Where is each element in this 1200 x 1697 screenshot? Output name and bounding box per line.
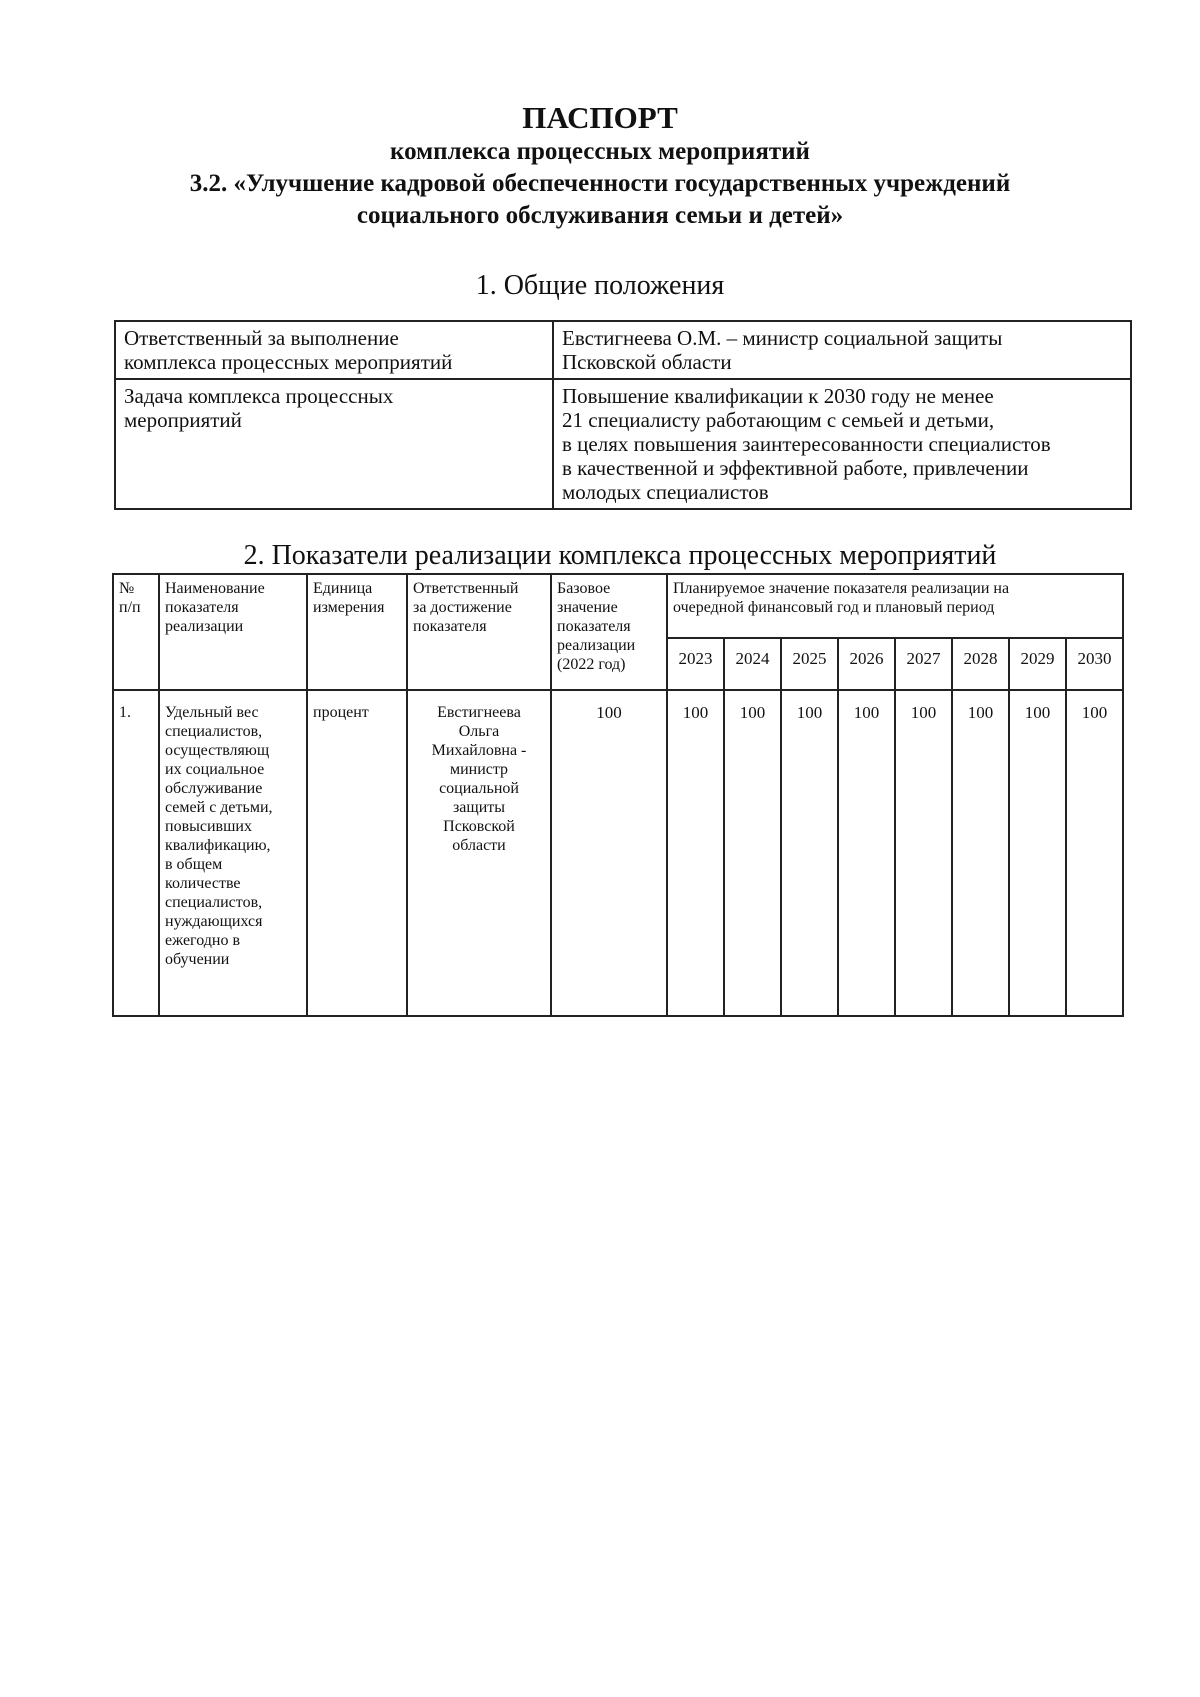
name-line: специалистов, bbox=[165, 894, 263, 911]
general-label-cell bbox=[115, 379, 553, 509]
header-line: Планируемое значение показателя реализации на bbox=[673, 580, 1010, 597]
year-cell: 2030 bbox=[1066, 638, 1123, 690]
name-line: семей с детьми, bbox=[165, 799, 273, 816]
header-line: измерения bbox=[313, 599, 385, 616]
name-line: повысивших bbox=[165, 818, 252, 835]
indicator-responsible bbox=[407, 690, 551, 1016]
value-line: 21 специалисту работающим с семьей и детьми, bbox=[562, 408, 995, 432]
value-line: в качественной и эффективной работе, привлечении bbox=[562, 456, 1029, 480]
name-line: нуждающихся bbox=[165, 913, 263, 930]
year-cell: 2028 bbox=[952, 638, 1009, 690]
document-title: ПАСПОРТ bbox=[522, 100, 678, 135]
col-header-num bbox=[113, 574, 159, 690]
planned-value: 100 bbox=[724, 690, 781, 1016]
document-subtitle: комплекса процессных мероприятий bbox=[390, 138, 810, 165]
col-header-name bbox=[159, 574, 307, 690]
year-cell: 2023 bbox=[667, 638, 724, 690]
general-label-cell bbox=[115, 321, 553, 379]
header-line: реализации bbox=[165, 618, 244, 635]
row-number: 1. bbox=[113, 690, 159, 1016]
label-line: комплекса процессных мероприятий bbox=[124, 350, 453, 374]
label-line: Ответственный за выполнение bbox=[124, 326, 399, 350]
year-cell: 2026 bbox=[838, 638, 895, 690]
header-line: показателя bbox=[413, 618, 487, 635]
indicator-unit: процент bbox=[307, 690, 407, 1016]
header-line: показателя bbox=[557, 618, 631, 635]
section-2-heading: 2. Показатели реализации комплекса процессных мероприятий bbox=[243, 540, 997, 571]
name-line: обслуживание bbox=[165, 780, 263, 797]
section-1-heading: 1. Общие положения bbox=[475, 270, 725, 301]
responsible-line: защиты bbox=[452, 799, 506, 816]
planned-value: 100 bbox=[781, 690, 838, 1016]
name-line: в общем bbox=[165, 856, 223, 873]
name-line: обучении bbox=[165, 951, 230, 968]
complex-name-line-2: социального обслуживания семьи и детей» bbox=[356, 202, 844, 229]
year-cell: 2027 bbox=[895, 638, 952, 690]
header-line: (2022 год) bbox=[557, 656, 626, 673]
planned-value: 100 bbox=[667, 690, 724, 1016]
indicators-table bbox=[112, 573, 1124, 1017]
responsible-line: Ольга bbox=[458, 723, 500, 740]
header-row bbox=[113, 574, 1123, 638]
table-row bbox=[113, 690, 1123, 1016]
header-line: п/п bbox=[119, 599, 141, 616]
name-line: ежегодно в bbox=[165, 932, 241, 949]
responsible-line: области bbox=[452, 837, 506, 854]
year-cell: 2025 bbox=[781, 638, 838, 690]
responsible-line: Евстигнеева bbox=[437, 704, 521, 721]
general-row-task bbox=[115, 379, 1131, 509]
general-value-cell bbox=[553, 321, 1131, 379]
year-cell: 2024 bbox=[724, 638, 781, 690]
responsible-line: Псковской bbox=[443, 818, 515, 835]
header-line: Ответственный bbox=[413, 580, 519, 597]
col-header-responsible bbox=[407, 574, 551, 690]
header-line: Наименование bbox=[165, 580, 265, 597]
planned-value: 100 bbox=[1009, 690, 1066, 1016]
header-line: Единица bbox=[313, 580, 373, 597]
name-line: специалистов, bbox=[165, 723, 263, 740]
general-provisions-table bbox=[114, 320, 1132, 510]
complex-name-line-1: 3.2. «Улучшение кадровой обеспеченности государственных учреждений bbox=[189, 170, 1011, 197]
responsible-line: Михайловна - bbox=[431, 742, 527, 759]
header-line: № bbox=[119, 580, 135, 597]
label-line: Задача комплекса процессных bbox=[124, 384, 394, 408]
header-line: значение bbox=[557, 599, 618, 616]
name-line: Удельный вес bbox=[165, 704, 259, 721]
value-line: Евстигнеева О.М. – министр социальной защиты bbox=[562, 326, 1003, 350]
label-line: мероприятий bbox=[124, 408, 242, 432]
planned-value: 100 bbox=[1066, 690, 1123, 1016]
name-line: осуществляющ bbox=[165, 742, 270, 759]
general-row-responsible bbox=[115, 321, 1131, 379]
col-header-base bbox=[551, 574, 667, 690]
name-line: квалификацию, bbox=[165, 837, 271, 854]
header-line: за достижение bbox=[413, 599, 512, 616]
responsible-line: социальной bbox=[439, 780, 519, 797]
planned-value: 100 bbox=[952, 690, 1009, 1016]
value-line: Повышение квалификации к 2030 году не менее bbox=[562, 384, 994, 408]
general-value-cell bbox=[553, 379, 1131, 509]
col-header-planned bbox=[667, 574, 1123, 638]
responsible-line: министр bbox=[449, 761, 509, 778]
planned-value: 100 bbox=[838, 690, 895, 1016]
col-header-unit bbox=[307, 574, 407, 690]
base-value: 100 bbox=[551, 690, 667, 1016]
header-line: Базовое bbox=[557, 580, 611, 597]
indicator-name bbox=[159, 690, 307, 1016]
year-cell: 2029 bbox=[1009, 638, 1066, 690]
value-line: молодых специалистов bbox=[562, 480, 769, 504]
header-line: реализации bbox=[557, 637, 636, 654]
value-line: в целях повышения заинтересованности специалистов bbox=[562, 432, 1051, 456]
planned-value: 100 bbox=[895, 690, 952, 1016]
name-line: количестве bbox=[165, 875, 241, 892]
header-line: очередной финансовый год и плановый период bbox=[673, 599, 995, 616]
value-line: Псковской области bbox=[562, 350, 732, 374]
name-line: их социальное bbox=[165, 761, 265, 778]
header-line: показателя bbox=[165, 599, 239, 616]
